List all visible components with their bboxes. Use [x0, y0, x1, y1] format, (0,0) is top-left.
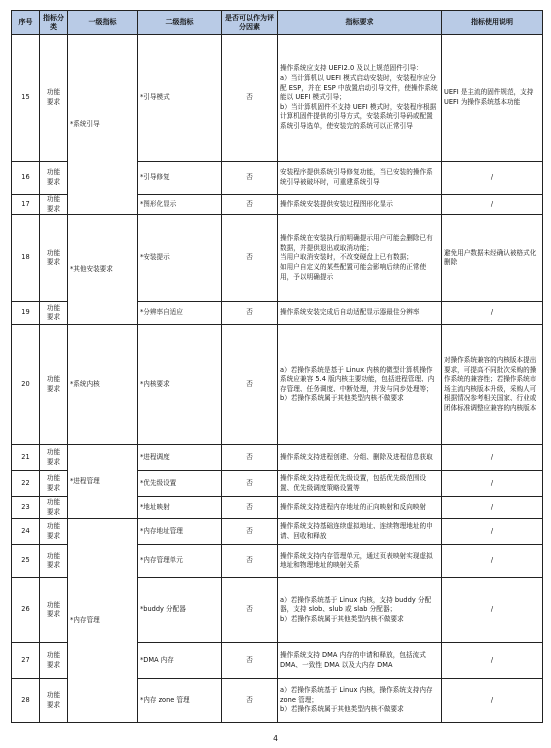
cell-requirement: 操作系统支持内存管理单元，通过页表映射实现虚拟地址和物理地址的映射关系 [278, 545, 442, 578]
cell-category: 功能 要求 [40, 643, 68, 679]
cell-requirement: 操作系统安装完成后自动适配显示器最佳分辨率 [278, 302, 442, 325]
cell-note: / [442, 445, 543, 471]
cell-no: 21 [12, 445, 40, 471]
cell-score: 否 [222, 195, 278, 215]
cell-level2: *buddy 分配器 [138, 578, 222, 643]
cell-note: 对操作系统兼容的内核版本提出要求，可提高不同批次采购的操作系统的兼容性；若操作系统市场主流内核版本升级，采购人可根据情况参考相关国家、行业或团体标准调整应兼容的内核版本 [442, 325, 543, 445]
cell-score: 否 [222, 679, 278, 723]
cell-score: 否 [222, 545, 278, 578]
cell-level1: *内存管理 [68, 519, 138, 723]
cell-category: 功能 要求 [40, 162, 68, 195]
cell-level2: *内存地址管理 [138, 519, 222, 545]
table-row [12, 325, 543, 445]
table-row [12, 519, 543, 545]
col-header-score: 是否可以作为评分因素 [222, 11, 278, 35]
cell-no: 25 [12, 545, 40, 578]
cell-category: 功能 要求 [40, 302, 68, 325]
cell-requirement: 操作系统支持进程内存地址的正向映射和反向映射 [278, 497, 442, 519]
cell-note: / [442, 679, 543, 723]
cell-note: UEFI 是主流的固件规范，支持 UEFI 为操作系统基本功能 [442, 35, 543, 162]
cell-score: 否 [222, 445, 278, 471]
col-header-no: 序号 [12, 11, 40, 35]
cell-requirement: 操作系统支持基础连续虚拟地址、连续物理地址的申请、回收和释放 [278, 519, 442, 545]
table-header-row [12, 11, 543, 35]
cell-requirement: 操作系统在安装执行前明确提示用户可能会删除已有数据，并提供退出或取消功能； 当用户取消安装时，不改变硬盘上已有数据； 如用户自定义的某些配置可能会影响后续的正常使用，予以明确提示 [278, 215, 442, 302]
cell-requirement: a）若操作系统基于 Linux 内核，操作系统支持内存 zone 管理； b）若操作系统属于其他类型内核不做要求 [278, 679, 442, 723]
cell-level2: *分辨率自适应 [138, 302, 222, 325]
cell-note: / [442, 471, 543, 497]
cell-no: 20 [12, 325, 40, 445]
cell-requirement: a）若操作系统是基于 Linux 内核的微型计算机操作系统应兼容 5.4 版内核主要功能，包括进程管理、内存管理、任务调度、中断处理，并发与同步处理等； b）若操作系统属于其他类型内核不做要求 [278, 325, 442, 445]
cell-level2: *DMA 内存 [138, 643, 222, 679]
cell-score: 否 [222, 325, 278, 445]
cell-level2: *优先级设置 [138, 471, 222, 497]
cell-level2: *引导模式 [138, 35, 222, 162]
cell-note: / [442, 643, 543, 679]
cell-no: 28 [12, 679, 40, 723]
cell-score: 否 [222, 578, 278, 643]
cell-level2: *图形化显示 [138, 195, 222, 215]
cell-no: 17 [12, 195, 40, 215]
cell-note: / [442, 497, 543, 519]
cell-level2: *引导修复 [138, 162, 222, 195]
cell-requirement: 操作系统安装提供安装过程图形化显示 [278, 195, 442, 215]
cell-category: 功能 要求 [40, 195, 68, 215]
cell-no: 19 [12, 302, 40, 325]
cell-score: 否 [222, 471, 278, 497]
cell-level2: *地址映射 [138, 497, 222, 519]
cell-no: 24 [12, 519, 40, 545]
cell-level1: *系统引导 [68, 35, 138, 215]
cell-score: 否 [222, 162, 278, 195]
cell-level1: *进程管理 [68, 445, 138, 519]
col-header-requirement: 指标要求 [278, 11, 442, 35]
cell-score: 否 [222, 215, 278, 302]
cell-category: 功能 要求 [40, 35, 68, 162]
table-row [12, 445, 543, 471]
cell-no: 15 [12, 35, 40, 162]
cell-no: 27 [12, 643, 40, 679]
cell-category: 功能 要求 [40, 215, 68, 302]
cell-category: 功能 要求 [40, 545, 68, 578]
cell-category: 功能 要求 [40, 679, 68, 723]
col-header-level1: 一级指标 [68, 11, 138, 35]
cell-note: / [442, 302, 543, 325]
cell-level2: *内存管理单元 [138, 545, 222, 578]
cell-category: 功能 要求 [40, 578, 68, 643]
cell-category: 功能 要求 [40, 519, 68, 545]
cell-note: 避免用户数据未经确认被格式化删除 [442, 215, 543, 302]
cell-no: 26 [12, 578, 40, 643]
spec-table [11, 10, 543, 723]
cell-level2: *内存 zone 管理 [138, 679, 222, 723]
cell-score: 否 [222, 497, 278, 519]
table-row [12, 35, 543, 162]
cell-level2: *安装提示 [138, 215, 222, 302]
col-header-category: 指标分类 [40, 11, 68, 35]
cell-category: 功能 要求 [40, 497, 68, 519]
cell-requirement: 安装程序提供系统引导修复功能，当已安装的操作系统引导被破坏时，可重建系统引导 [278, 162, 442, 195]
cell-score: 否 [222, 519, 278, 545]
cell-score: 否 [222, 302, 278, 325]
cell-requirement: a）若操作系统基于 Linux 内核，支持 buddy 分配器，支持 slob、slub 或 slab 分配器； b）若操作系统属于其他类型内核不做要求 [278, 578, 442, 643]
cell-level2: *内核要求 [138, 325, 222, 445]
cell-requirement: 操作系统支持进程优先级设置，包括优先级范围设置、优先级调度策略设置等 [278, 471, 442, 497]
cell-score: 否 [222, 643, 278, 679]
cell-no: 16 [12, 162, 40, 195]
cell-requirement: 操作系统应支持 UEFI2.0 及以上规范固件引导： a）当计算机以 UEFI 模式启动安装时，安装程序应分配 ESP，并在 ESP 中放置启动引导文件，使操作系统能以 UEFI 模式引导； b）当计算机固件不支持 UEFI 模式时，安装程序根据计算机固件提供的引导方式，安装系统引导码或配置系统引导选单，使安装完的系统可以正常引导 [278, 35, 442, 162]
table-row [12, 215, 543, 302]
cell-no: 22 [12, 471, 40, 497]
cell-note: / [442, 162, 543, 195]
cell-note: / [442, 545, 543, 578]
col-header-level2: 二级指标 [138, 11, 222, 35]
cell-requirement: 操作系统支持 DMA 内存的申请和释放，包括流式 DMA、一致性 DMA 以及大内存 DMA [278, 643, 442, 679]
cell-category: 功能 要求 [40, 445, 68, 471]
cell-level1: *其他安装要求 [68, 215, 138, 325]
cell-category: 功能 要求 [40, 325, 68, 445]
cell-requirement: 操作系统支持进程创建、分组、删除及进程信息获取 [278, 445, 442, 471]
cell-category: 功能 要求 [40, 471, 68, 497]
cell-level2: *进程调度 [138, 445, 222, 471]
page-number: 4 [273, 734, 278, 743]
cell-note: / [442, 519, 543, 545]
cell-note: / [442, 578, 543, 643]
col-header-note: 指标使用说明 [442, 11, 543, 35]
cell-no: 23 [12, 497, 40, 519]
cell-no: 18 [12, 215, 40, 302]
cell-level1: *系统内核 [68, 325, 138, 445]
cell-score: 否 [222, 35, 278, 162]
cell-note: / [442, 195, 543, 215]
